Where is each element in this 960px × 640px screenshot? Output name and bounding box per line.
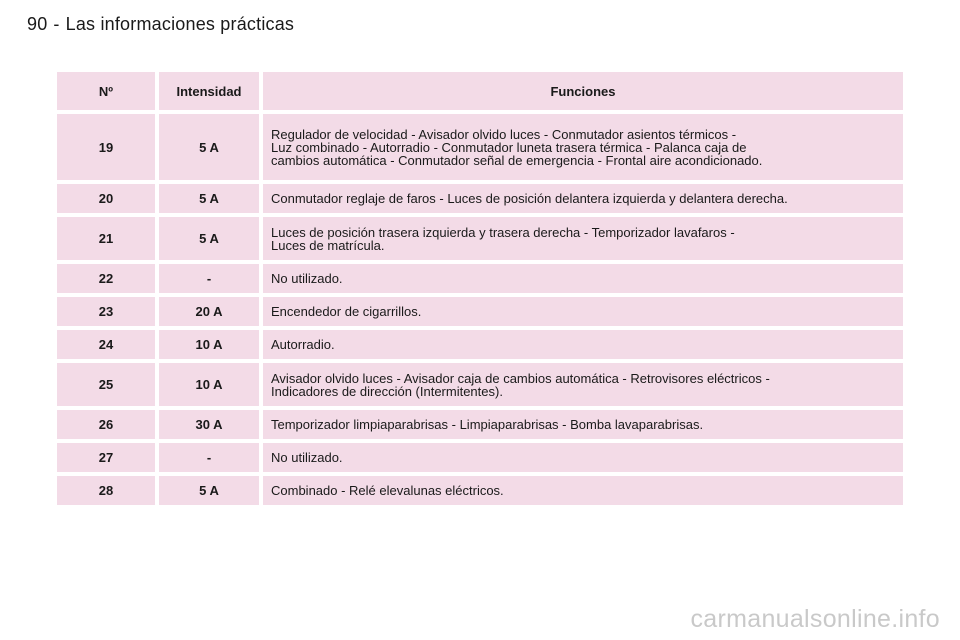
function-line: Autorradio. xyxy=(271,337,335,352)
fuse-intensity: 5 A xyxy=(159,184,263,213)
table-header-row xyxy=(57,72,903,110)
function-line: Avisador olvido luces - Avisador caja de cambios automática - Retrovisores eléctricos - xyxy=(271,370,770,386)
page-title: Las informaciones prácticas xyxy=(65,14,295,34)
fuse-intensity: - xyxy=(159,443,263,472)
fuse-intensity: 5 A xyxy=(159,476,263,505)
function-line: No utilizado. xyxy=(271,450,343,465)
column-header-functions: Funciones xyxy=(263,72,903,110)
fuse-number: 21 xyxy=(57,217,159,260)
function-line: No utilizado. xyxy=(271,271,343,286)
fuse-number: 28 xyxy=(57,476,159,505)
fuse-functions xyxy=(263,114,903,180)
table-row xyxy=(57,297,903,326)
fuse-functions xyxy=(263,363,903,406)
function-line: Indicadores de dirección (Intermitentes). xyxy=(271,383,503,399)
fuse-functions xyxy=(263,184,903,213)
column-header-intensity: Intensidad xyxy=(159,72,263,110)
fuse-functions xyxy=(263,476,903,505)
function-line: Combinado - Relé elevalunas eléctricos. xyxy=(271,483,504,498)
fuse-number: 27 xyxy=(57,443,159,472)
function-line: Luz combinado - Autorradio - Conmutador luneta trasera térmica - Palanca caja de xyxy=(271,139,747,155)
fuse-functions xyxy=(263,443,903,472)
table-row xyxy=(57,264,903,293)
fuse-intensity: 20 A xyxy=(159,297,263,326)
fuse-intensity: 5 A xyxy=(159,217,263,260)
fuse-intensity: 5 A xyxy=(159,114,263,180)
fuse-number: 20 xyxy=(57,184,159,213)
table-row xyxy=(57,363,903,406)
page-header xyxy=(27,14,294,35)
table-row xyxy=(57,443,903,472)
fuse-table xyxy=(57,68,903,509)
fuse-number: 25 xyxy=(57,363,159,406)
function-line: Temporizador limpiaparabrisas - Limpiaparabrisas - Bomba lavaparabrisas. xyxy=(271,417,704,432)
page-number: 90 xyxy=(27,14,48,34)
table-row xyxy=(57,184,903,213)
fuse-number: 23 xyxy=(57,297,159,326)
header-separator: - xyxy=(53,14,60,34)
function-line: Regulador de velocidad - Avisador olvido luces - Conmutador asientos térmicos - xyxy=(271,126,737,142)
fuse-functions xyxy=(263,264,903,293)
fuse-number: 22 xyxy=(57,264,159,293)
table-row xyxy=(57,114,903,180)
function-line: Luces de posición trasera izquierda y trasera derecha - Temporizador lavafaros - xyxy=(271,224,735,240)
fuse-number: 24 xyxy=(57,330,159,359)
fuse-functions xyxy=(263,410,903,439)
function-line: Conmutador reglaje de faros - Luces de posición delantera izquierda y delantera derecha. xyxy=(271,191,788,206)
fuse-intensity: 30 A xyxy=(159,410,263,439)
fuse-number: 26 xyxy=(57,410,159,439)
fuse-intensity: - xyxy=(159,264,263,293)
fuse-intensity: 10 A xyxy=(159,363,263,406)
table-row xyxy=(57,410,903,439)
fuse-functions xyxy=(263,330,903,359)
table-row xyxy=(57,330,903,359)
column-header-number: Nº xyxy=(57,72,159,110)
watermark: carmanualsonline.info xyxy=(690,605,940,633)
table-row xyxy=(57,476,903,505)
function-line: Luces de matrícula. xyxy=(271,237,385,253)
function-line: Encendedor de cigarrillos. xyxy=(271,304,422,319)
fuse-functions xyxy=(263,297,903,326)
function-line: cambios automática - Conmutador señal de emergencia - Frontal aire acondicionado. xyxy=(271,152,763,168)
fuse-intensity: 10 A xyxy=(159,330,263,359)
fuse-functions xyxy=(263,217,903,260)
fuse-number: 19 xyxy=(57,114,159,180)
table-row xyxy=(57,217,903,260)
